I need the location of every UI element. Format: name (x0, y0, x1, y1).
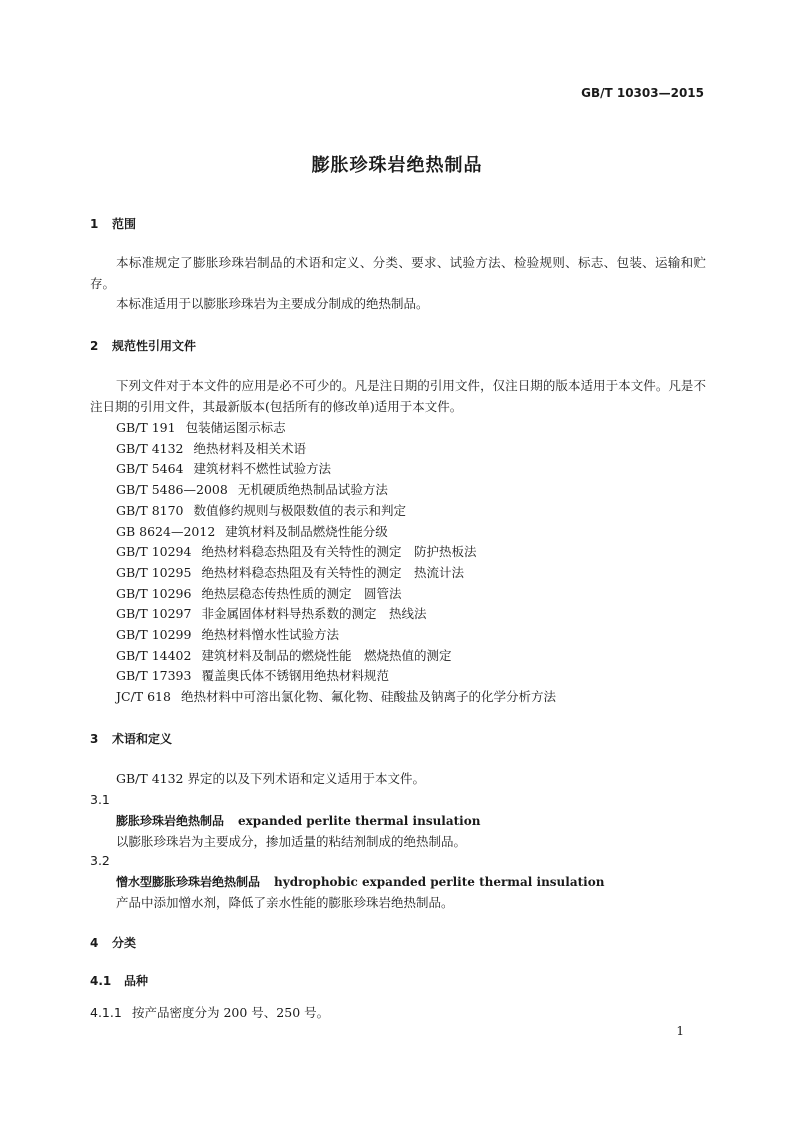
section-title: 范围 (112, 217, 137, 231)
term-definition: 以膨胀珍珠岩为主要成分，掺加适量的粘结剂制成的绝热制品。 (116, 834, 467, 849)
reference-item (116, 439, 556, 460)
reference-title: 绝热材料稳态热阻及有关特性的测定 防护热板法 (201, 544, 477, 560)
reference-code: GB/T 191 (116, 420, 176, 435)
reference-title: 建筑材料及制品的燃烧性能 燃烧热值的测定 (201, 647, 452, 663)
reference-item (116, 625, 556, 646)
reference-title: 建筑材料不燃性试验方法 (193, 461, 332, 477)
reference-title: 绝热材料及相关术语 (193, 440, 307, 456)
reference-item (116, 542, 556, 563)
section-number: 2 (90, 339, 99, 353)
reference-title: 非金属固体材料导热系数的测定 热线法 (201, 606, 427, 622)
reference-code: GB/T 10295 (116, 564, 192, 580)
reference-item (116, 563, 556, 584)
reference-code: GB/T 4132 (116, 440, 184, 456)
reference-code: GB 8624—2012 (116, 523, 216, 539)
reference-code: GB/T 10294 (116, 544, 192, 560)
section-1-heading (90, 215, 136, 232)
reference-title: 覆盖奥氏体不锈钢用绝热材料规范 (201, 668, 389, 684)
reference-item (116, 480, 556, 501)
reference-code: GB/T 10297 (116, 606, 192, 622)
reference-title: 绝热材料中可溶出氯化物、氟化物、硅酸盐及钠离子的化学分析方法 (180, 689, 556, 705)
section-number: 3 (90, 732, 99, 746)
reference-title: 包装储运图示标志 (185, 420, 286, 435)
reference-title: 建筑材料及制品燃烧性能分级 (225, 523, 388, 539)
reference-title: 绝热层稳态传热性质的测定 圆管法 (201, 585, 402, 601)
reference-code: GB/T 14402 (116, 647, 192, 663)
section-4-heading (90, 934, 136, 951)
section-number: 1 (90, 217, 99, 231)
reference-item (116, 459, 556, 480)
section-title: 分类 (112, 936, 137, 950)
scope-paragraph-1: 本标准规定了膨胀珍珠岩制品的术语和定义、分类、要求、试验方法、检验规则、标志、包装、运输和贮存。 (90, 255, 706, 291)
term-english: hydrophobic expanded perlite thermal insulation (274, 875, 605, 889)
section-title: 规范性引用文件 (112, 339, 197, 353)
term-entry (116, 873, 604, 890)
reference-item (116, 418, 556, 439)
clause-number: 3.2 (90, 853, 110, 868)
reference-code: JC/T 618 (116, 689, 171, 705)
section-number: 4 (90, 936, 99, 950)
reference-item (116, 501, 556, 522)
reference-code: GB/T 5464 (116, 461, 184, 477)
clause-4-1-1 (90, 1003, 329, 1021)
reference-item (116, 646, 556, 667)
subsection-title: 品种 (124, 974, 149, 988)
term-chinese: 膨胀珍珠岩绝热制品 (116, 814, 225, 828)
reference-title: 绝热材料憎水性试验方法 (201, 627, 339, 643)
reference-title: 数值修约规则与极限数值的表示和判定 (193, 502, 407, 518)
clause-text: 按产品密度分为 200 号、250 号。 (132, 1005, 330, 1020)
term-chinese: 憎水型膨胀珍珠岩绝热制品 (116, 875, 261, 889)
subsection-number: 4.1 (90, 974, 112, 988)
terms-intro: GB/T 4132 界定的以及下列术语和定义适用于本文件。 (116, 771, 425, 786)
clause-number: 3.1 (90, 792, 110, 807)
scope-paragraph-2: 本标准适用于以膨胀珍珠岩为主要成分制成的绝热制品。 (116, 296, 429, 311)
reference-code: GB/T 8170 (116, 502, 184, 518)
standard-number: GB/T 10303—2015 (581, 86, 704, 100)
clause-number: 4.1.1 (90, 1005, 122, 1020)
reference-title: 无机硬质绝热制品试验方法 (237, 482, 388, 498)
reference-item (116, 584, 556, 605)
reference-code: GB/T 10296 (116, 585, 192, 601)
document-title: 膨胀珍珠岩绝热制品 (311, 155, 483, 176)
term-definition: 产品中添加憎水剂，降低了亲水性能的膨胀珍珠岩绝热制品。 (116, 895, 454, 910)
reference-item (116, 687, 556, 708)
page-number: 1 (676, 1024, 684, 1038)
reference-item (116, 522, 556, 543)
section-title: 术语和定义 (112, 732, 173, 746)
reference-code: GB/T 10299 (116, 627, 192, 643)
term-english: expanded perlite thermal insulation (238, 814, 481, 828)
reference-title: 绝热材料稳态热阻及有关特性的测定 热流计法 (201, 564, 464, 580)
reference-code: GB/T 17393 (116, 668, 192, 684)
reference-list (116, 418, 556, 708)
reference-item (116, 666, 556, 687)
section-2-heading (90, 337, 196, 354)
reference-item (116, 604, 556, 625)
normative-intro: 下列文件对于本文件的应用是必不可少的。凡是注日期的引用文件，仅注日期的版本适用于本文件。凡是不注日期的引用文件，其最新版本(包括所有的修改单)适用于本文件。 (90, 378, 706, 414)
term-entry (116, 812, 480, 829)
subsection-4-1-heading (90, 972, 148, 989)
reference-code: GB/T 5486—2008 (116, 482, 228, 498)
section-3-heading (90, 730, 172, 747)
